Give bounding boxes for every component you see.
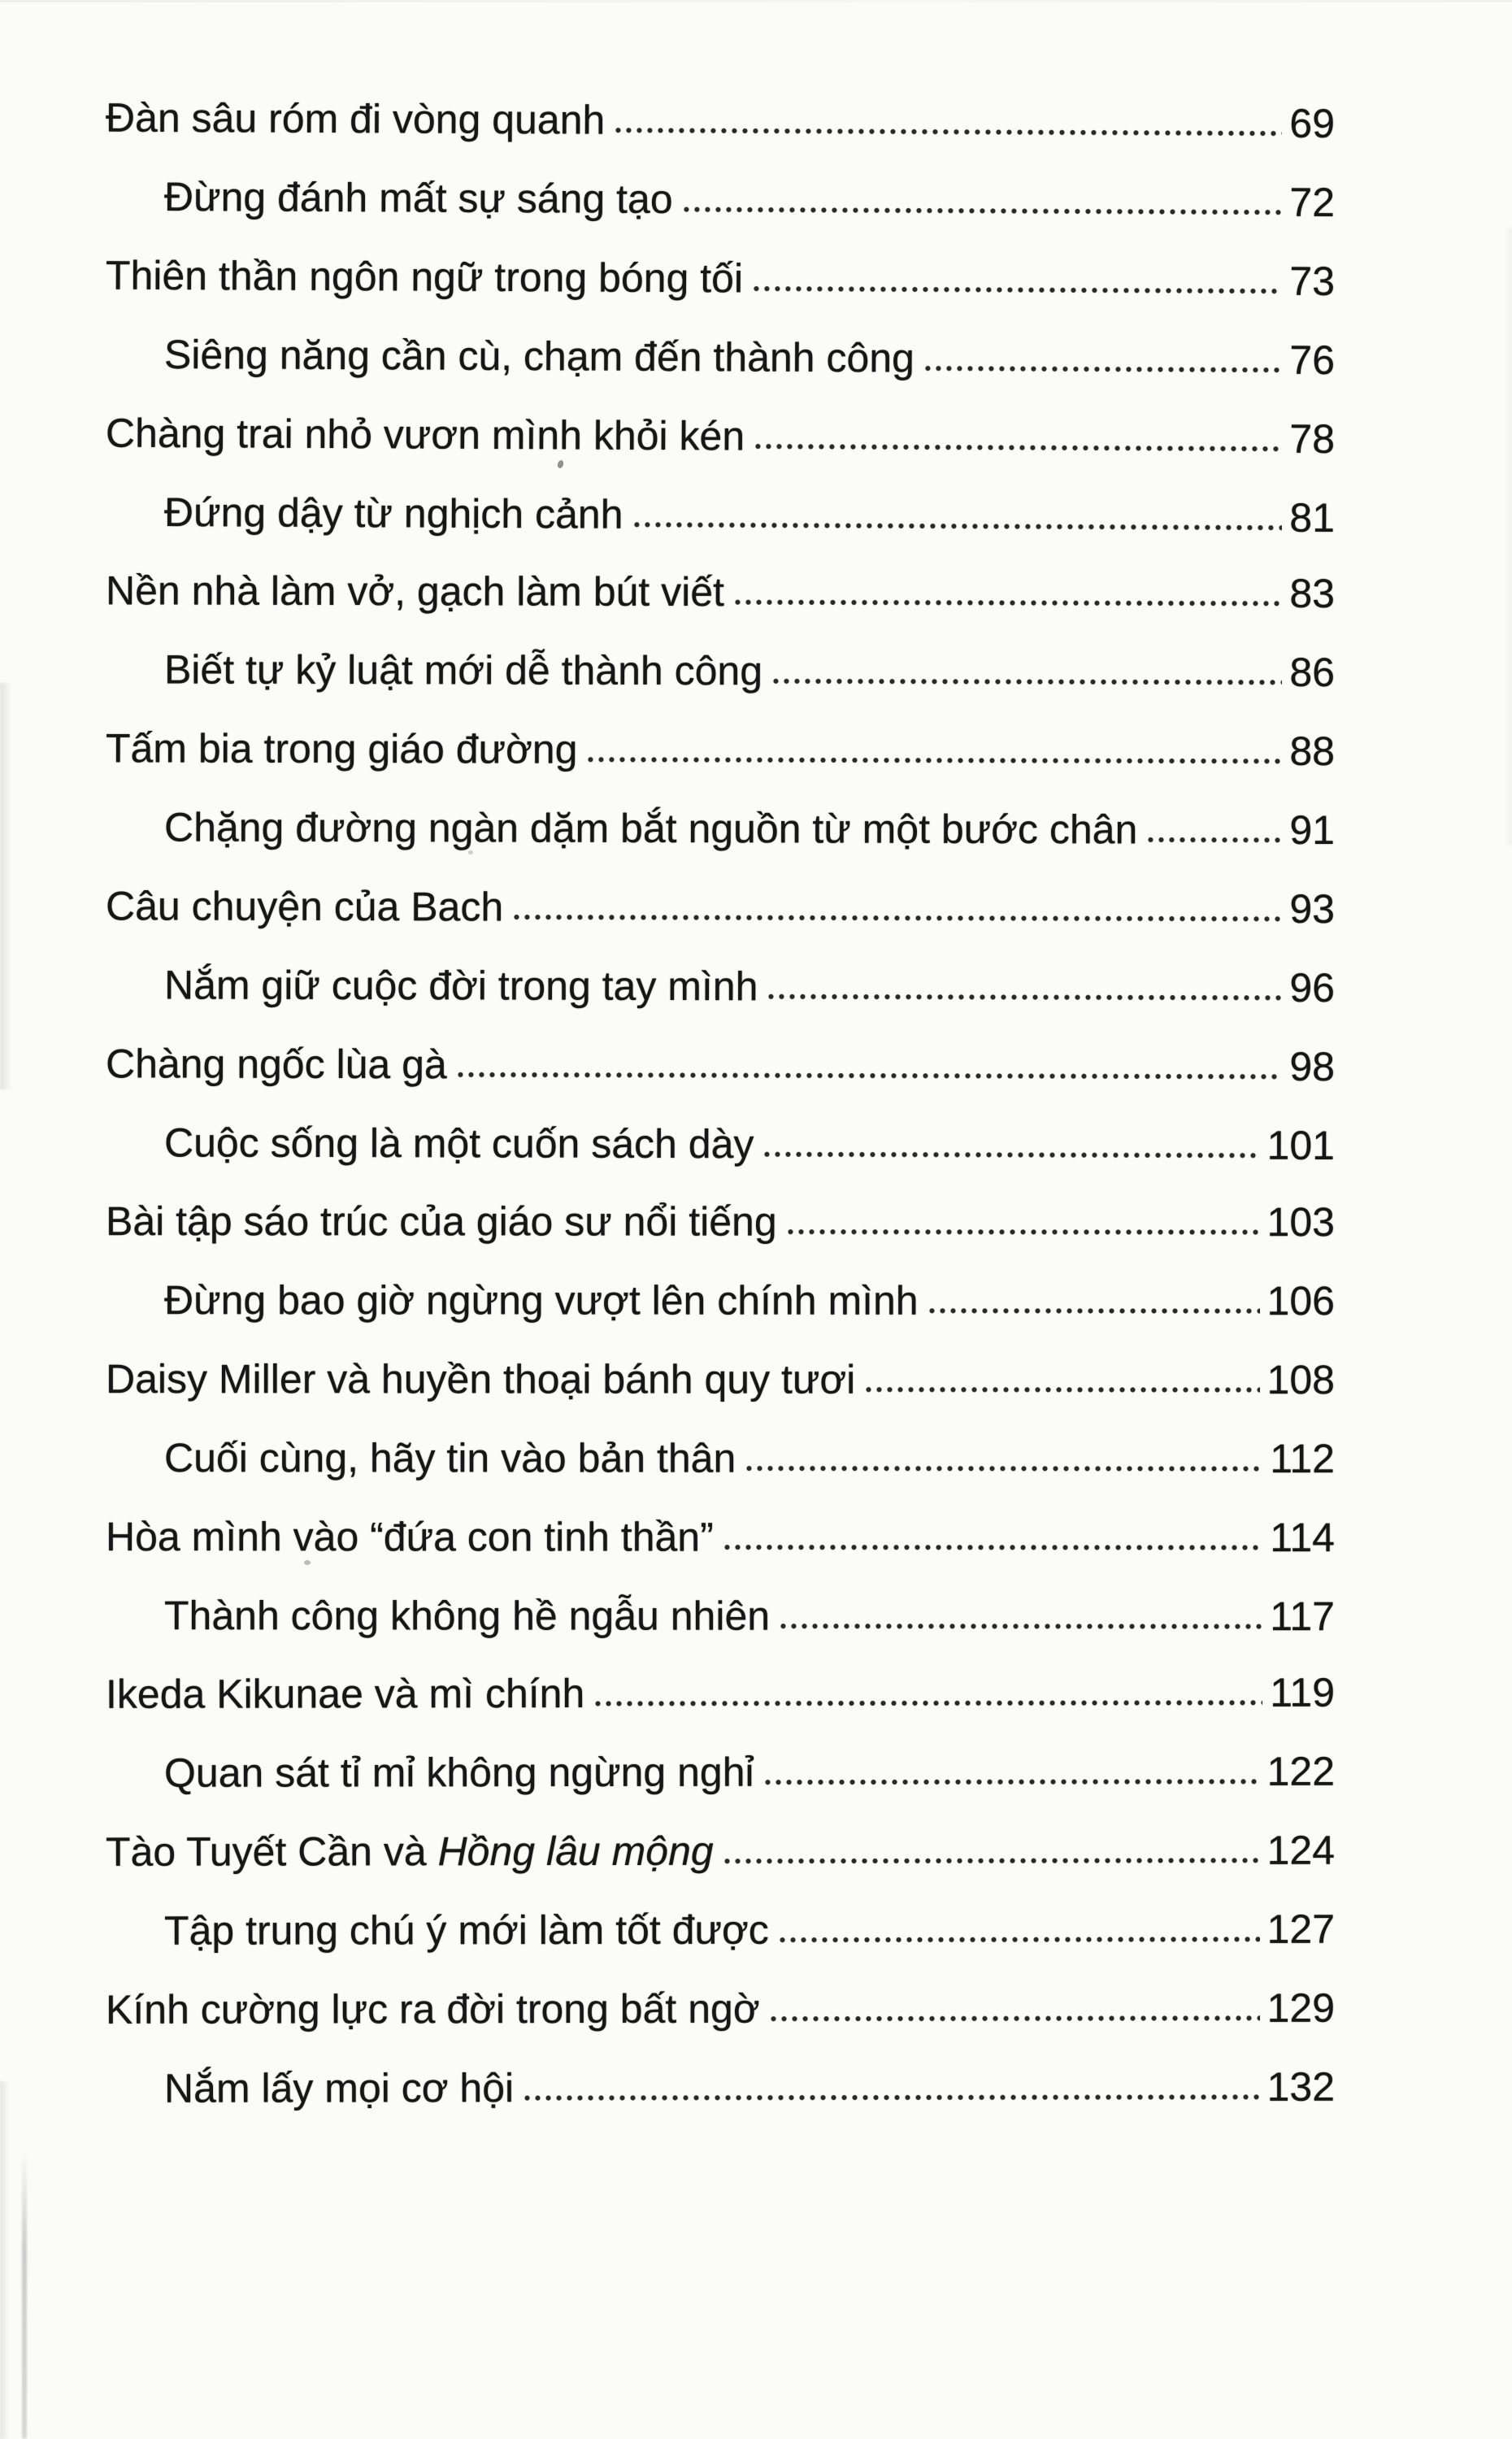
- entry-title-text: Chặng đường ngàn dặm bắt nguồn từ một bước chân: [163, 804, 1138, 853]
- entry-title: [164, 158, 673, 239]
- scan-artifact-corner-streak: [22, 2150, 27, 2439]
- dot-leader: [749, 285, 1282, 295]
- entry-title: [164, 2049, 514, 2128]
- entry-title-text: Nền nhà làm vở, gạch làm bút viết: [105, 567, 725, 615]
- entry-page-number: 69: [1289, 100, 1336, 147]
- toc-entry: [0, 1576, 1512, 1656]
- dot-leader: [776, 1623, 1262, 1630]
- entry-page-number: 127: [1267, 1906, 1336, 1952]
- dot-leader: [610, 127, 1282, 137]
- entry-title: [164, 630, 763, 711]
- toc-entry: [0, 867, 1512, 950]
- entry-title: [164, 1733, 754, 1813]
- entry-page-number: 124: [1267, 1827, 1336, 1873]
- entry-title: [164, 315, 915, 398]
- entry-title: [164, 1891, 769, 1971]
- entry-page-number: 132: [1267, 2063, 1336, 2110]
- entry-title: [106, 1182, 777, 1262]
- toc-entry: [0, 236, 1512, 322]
- entry-title: [164, 1419, 736, 1498]
- entry-title-text: Nắm lấy mọi cơ hội: [163, 2065, 515, 2111]
- entry-title: [106, 394, 745, 476]
- entry-page-number: 106: [1267, 1278, 1336, 1324]
- toc-entry: [0, 1889, 1512, 1971]
- entry-page-number: 93: [1289, 885, 1336, 933]
- toc-entry: [0, 709, 1512, 792]
- entry-title: [164, 946, 758, 1026]
- entry-page-number: 114: [1270, 1515, 1336, 1561]
- dot-leader: [759, 1150, 1259, 1159]
- toc-list: [0, 78, 1512, 2128]
- entry-page-number: 88: [1289, 728, 1336, 775]
- dot-leader: [519, 2093, 1259, 2102]
- entry-title-text: Thiên thần ngôn ngữ trong bóng tối: [105, 252, 744, 302]
- toc-entry: [0, 315, 1512, 401]
- toc-entry: [0, 551, 1512, 634]
- entry-title-text: Biết tự kỷ luật mới dễ thành công: [163, 646, 763, 694]
- toc-entry: [0, 1103, 1512, 1186]
- toc-entry: [0, 1024, 1512, 1107]
- toc-entry: [0, 472, 1512, 559]
- dot-leader: [861, 1386, 1259, 1393]
- entry-title: [106, 551, 724, 632]
- dot-leader: [719, 1544, 1263, 1551]
- dot-leader: [741, 1465, 1262, 1472]
- dot-leader: [775, 1936, 1260, 1944]
- dot-leader: [583, 756, 1282, 765]
- entry-title: [106, 1812, 714, 1892]
- dot-leader: [760, 1778, 1260, 1786]
- toc-entry: [0, 630, 1512, 713]
- entry-title-text: Nắm giữ cuộc đời trong tay mình: [163, 962, 758, 1010]
- entry-title-text: Chàng trai nhỏ vươn mình khỏi kén: [105, 410, 745, 459]
- entry-title: [164, 788, 1138, 869]
- entry-title-text: Chàng ngốc lùa gà: [105, 1041, 447, 1088]
- entry-page-number: 73: [1289, 258, 1336, 305]
- entry-title: [164, 1576, 770, 1656]
- entry-page-number: 78: [1289, 415, 1336, 463]
- dot-leader: [750, 443, 1282, 453]
- entry-title: [106, 709, 578, 789]
- entry-title-text: Siêng năng cần cù, chạm đến thành công: [163, 331, 915, 381]
- dot-leader: [924, 1307, 1260, 1315]
- entry-title-text: Daisy Miller và huyền thoại bánh quy tươi: [105, 1356, 856, 1402]
- entry-page-number: 72: [1289, 179, 1336, 226]
- dot-leader: [679, 206, 1283, 216]
- dot-leader: [730, 598, 1282, 607]
- entry-page-number: 83: [1289, 570, 1336, 617]
- toc-entry: [0, 1968, 1512, 2050]
- toc-entry: [0, 1653, 1512, 1734]
- entry-page-number: 81: [1289, 494, 1336, 541]
- entry-title: [164, 1261, 919, 1341]
- entry-title: [106, 79, 606, 160]
- entry-title-text: Thành công không hề ngẫu nhiên: [163, 1593, 771, 1639]
- entry-page-number: 108: [1267, 1357, 1336, 1403]
- toc-entry: [0, 946, 1512, 1028]
- toc-entry: [0, 1498, 1512, 1577]
- entry-page-number: 103: [1267, 1199, 1336, 1246]
- entry-title-text: Đứng dậy từ nghịch cảnh: [163, 489, 623, 537]
- toc-entry: [0, 393, 1512, 480]
- toc-entry: [0, 78, 1512, 164]
- entry-title: [164, 1103, 754, 1184]
- toc-entry: [0, 1340, 1512, 1419]
- entry-title-italic: Hồng lâu mộng: [437, 1828, 714, 1875]
- toc-entry: [0, 2047, 1512, 2128]
- dot-leader: [920, 365, 1283, 374]
- entry-page-number: 117: [1270, 1593, 1336, 1640]
- entry-title-text: Quan sát tỉ mỉ không ngừng nghỉ: [163, 1749, 754, 1796]
- entry-title: [106, 1970, 760, 2050]
- toc-entry: [0, 1811, 1512, 1892]
- entry-title: [106, 1498, 714, 1577]
- entry-title-text: Đàn sâu róm đi vòng quanh: [105, 94, 606, 143]
- scan-artifact-top-edge: [0, 0, 1512, 2]
- toc-entry: [0, 1261, 1512, 1341]
- entry-title: [164, 473, 623, 554]
- entry-page-number: 101: [1267, 1122, 1336, 1169]
- dot-leader: [509, 914, 1282, 923]
- dot-leader: [628, 521, 1282, 532]
- entry-title-text: Đừng đánh mất sự sáng tạo: [163, 173, 673, 223]
- entry-title: [106, 237, 744, 319]
- entry-title-text: Câu chuyện của Bach: [105, 883, 504, 930]
- dot-leader: [590, 1699, 1262, 1707]
- toc-entry: [0, 1419, 1512, 1498]
- dot-leader: [763, 993, 1282, 1002]
- entry-page-number: 122: [1267, 1748, 1336, 1794]
- entry-title-text: Tập trung chú ý mới làm tốt được: [163, 1906, 769, 1954]
- entry-title-text: Bài tập sáo trúc của giáo sư nổi tiếng: [105, 1198, 777, 1245]
- dot-leader: [768, 677, 1282, 686]
- dot-leader: [719, 1857, 1260, 1865]
- entry-title: [106, 867, 503, 946]
- entry-title-text: Ikeda Kikunae và mì chính: [105, 1670, 585, 1717]
- entry-title-text: Hòa mình vào “đứa con tinh thần”: [105, 1514, 714, 1560]
- entry-page-number: 119: [1270, 1669, 1336, 1715]
- entry-title-text: Đừng bao giờ ngừng vượt lên chính mình: [163, 1277, 919, 1324]
- entry-page-number: 129: [1267, 1985, 1336, 2031]
- toc-entry: [0, 1732, 1512, 1813]
- entry-title-text: Cuộc sống là một cuốn sách dày: [163, 1120, 754, 1167]
- entry-title-text: Kính cường lực ra đời trong bất ngờ: [105, 1985, 760, 2032]
- entry-title-text: Cuối cùng, hãy tin vào bản thân: [163, 1435, 736, 1481]
- entry-title-text: Tào Tuyết Cần và: [105, 1828, 438, 1875]
- toc-entry: [0, 788, 1512, 871]
- entry-page-number: 96: [1289, 964, 1336, 1011]
- entry-title: [106, 1340, 855, 1419]
- entry-title: [106, 1654, 584, 1734]
- dot-leader: [453, 1071, 1283, 1080]
- entry-page-number: 86: [1289, 649, 1336, 696]
- dot-leader: [783, 1228, 1260, 1236]
- entry-title-text: Tấm bia trong giáo đường: [105, 725, 578, 772]
- dot-leader: [1143, 836, 1282, 843]
- entry-page-number: 112: [1270, 1436, 1336, 1482]
- toc-entry: [0, 1182, 1512, 1262]
- dot-leader: [766, 2015, 1260, 2023]
- entry-title: [106, 1024, 447, 1104]
- toc-entry: [0, 157, 1512, 243]
- entry-page-number: 76: [1289, 337, 1336, 384]
- scan-artifact-left-band-low: [0, 2081, 9, 2439]
- entry-page-number: 91: [1289, 806, 1336, 854]
- entry-page-number: 98: [1289, 1043, 1336, 1090]
